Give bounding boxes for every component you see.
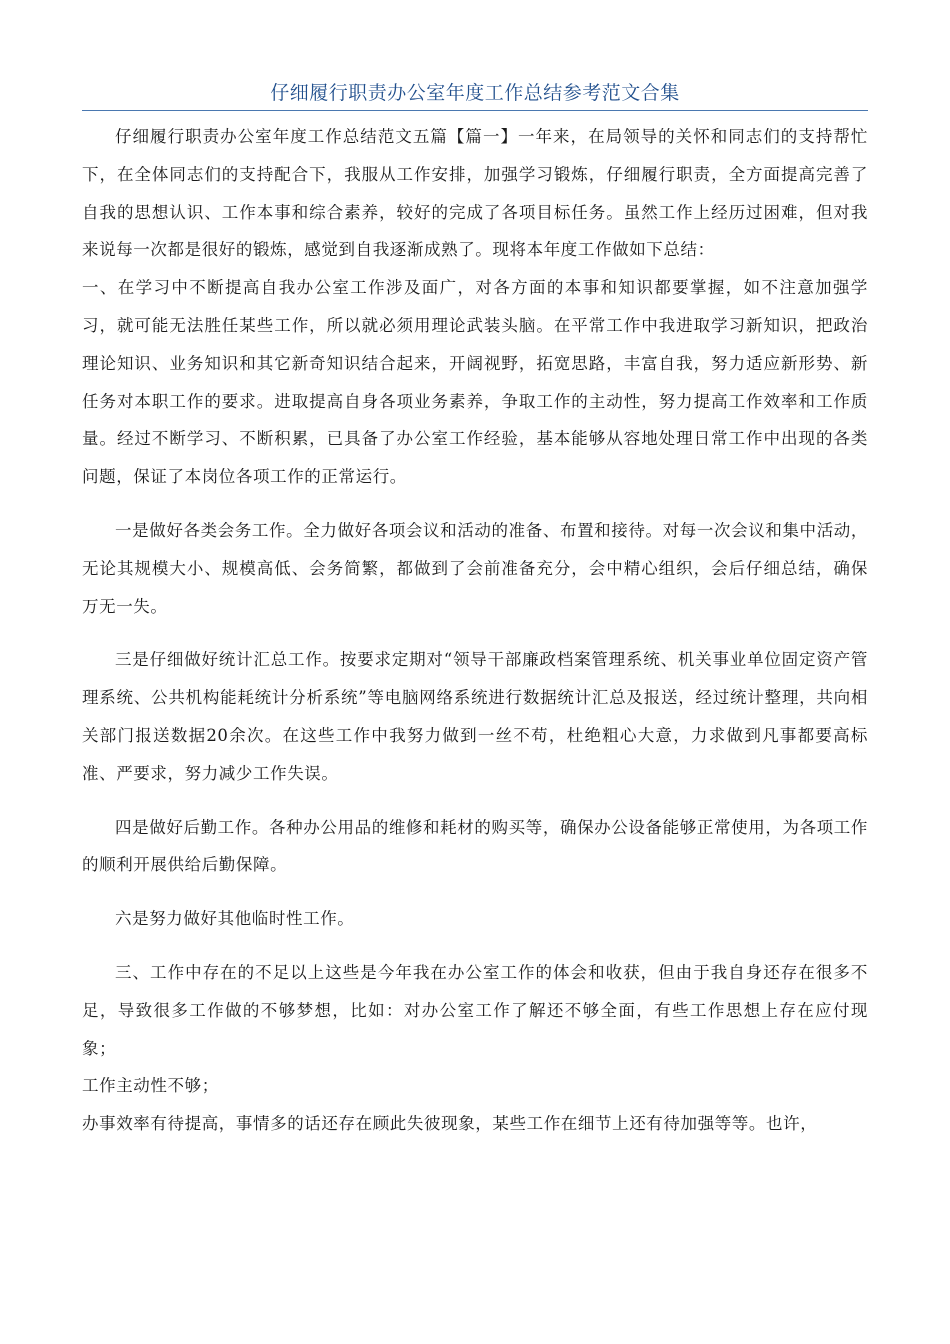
paragraph-logistics: 四是做好后勤工作。各种办公用品的维修和耗材的购买等，确保办公设备能够正常使用，为各项工作的顺利开展供给后勤保障。 <box>82 817 868 875</box>
paragraph-intro: 仔细履行职责办公室年度工作总结范文五篇【篇一】一年来，在局领导的关怀和同志们的支持帮忙下，在全体同志们的支持配合下，我服从工作安排，加强学习锻炼，仔细履行职责，全方面提高完善了自我的思想认识、工作本事和综合素养，较好的完成了各项目标任务。虽然工作上经历过困难，但对我来说每一次都是很好的锻炼，感觉到自我逐渐成熟了。现将本年度工作做如下总结： <box>82 127 868 260</box>
document-title: 仔细履行职责办公室年度工作总结参考范文合集 <box>270 82 680 104</box>
paragraph-statistics: 三是仔细做好统计汇总工作。按要求定期对“领导干部廉政档案管理系统、机关事业单位固定资产管理系统、公共机构能耗统计分析系统”等电脑网络系统进行数据统计汇总及报送，经过统计整理，共向相关部门报送数据20余次。在这些工作中我努力做到一丝不苟，杜绝粗心大意，力求做到凡事都要高标准、严要求，努力减少工作失误。 <box>82 650 868 783</box>
paragraph-initiative: 工作主动性不够； <box>82 1076 219 1096</box>
paragraph-efficiency: 办事效率有待提高，事情多的话还存在顾此失彼现象，某些工作在细节上还有待加强等等。也许， <box>82 1114 818 1134</box>
paragraph-section-one: 一、在学习中不断提高自我办公室工作涉及面广，对各方面的本事和知识都要掌握，如不注意加强学习，就可能无法胜任某些工作，所以就必须用理论武装头脑。在平常工作中我进取学习新知识，把政治理论知识、业务知识和其它新奇知识结合起来，开阔视野，拓宽思路，丰富自我，努力适应新形势、新任务对本职工作的要求。进取提高自身各项业务素养，争取工作的主动性，努力提高工作效率和工作质量。经过不断学习、不断积累，已具备了办公室工作经验，基本能够从容地处理日常工作中出现的各类问题，保证了本岗位各项工作的正常运行。 <box>82 278 868 487</box>
paragraph-meetings: 一是做好各类会务工作。全力做好各项会议和活动的准备、布置和接待。对每一次会议和集中活动，无论其规模大小、规模高低、会务简繁，都做到了会前准备充分，会中精心组织，会后仔细总结，确保万无一失。 <box>82 520 868 616</box>
paragraph-shortcomings: 三、工作中存在的不足以上这些是今年我在办公室工作的体会和收获，但由于我自身还存在很多不足，导致很多工作做的不够梦想，比如：对办公室工作了解还不够全面，有些工作思想上存在应付现象； <box>82 962 868 1058</box>
paragraph-temporary-work: 六是努力做好其他临时性工作。 <box>115 909 355 929</box>
document-body <box>82 118 868 1143</box>
title-underline <box>82 110 868 111</box>
